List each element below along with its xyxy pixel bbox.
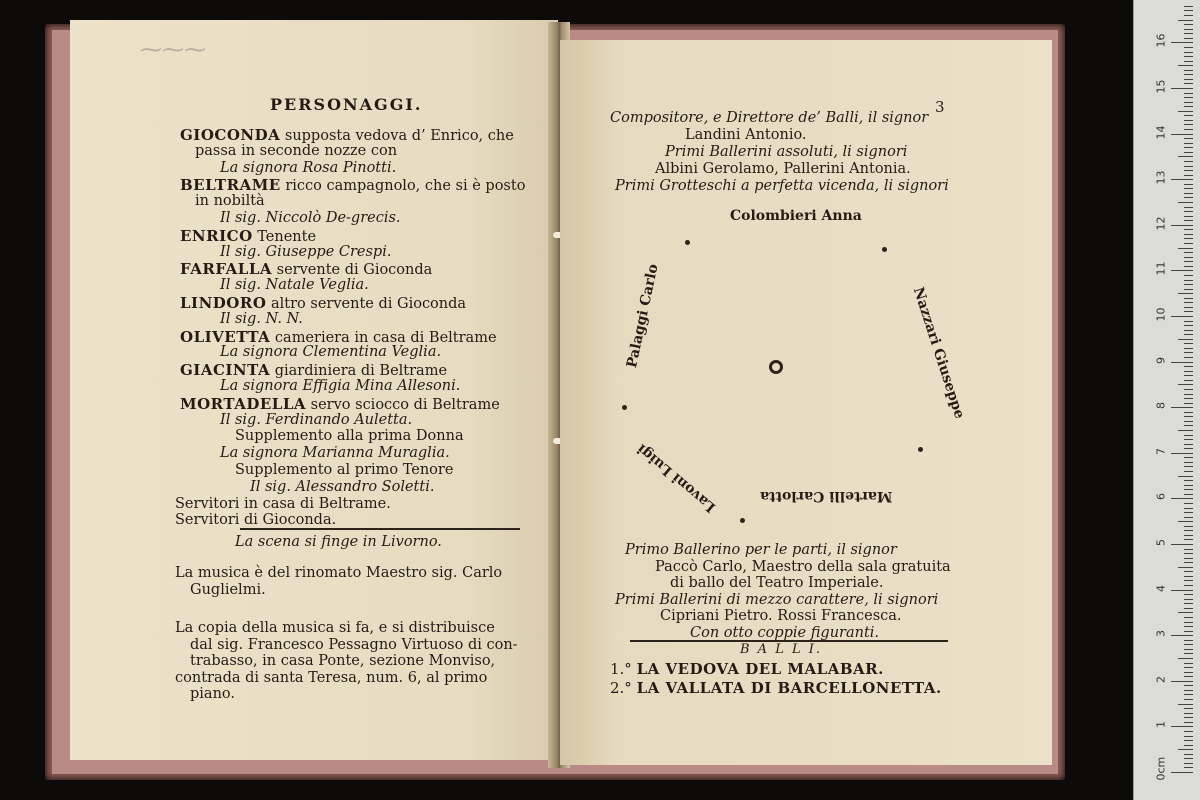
actor-name: Il sig. Ferdinando Auletta. xyxy=(220,411,413,428)
ruler-tick xyxy=(1184,120,1193,121)
ruler-tick xyxy=(1184,6,1193,7)
ruler-tick xyxy=(1184,425,1193,426)
music-line-1: La musica è del rinomato Maestro sig. Carlo xyxy=(175,565,503,581)
ruler-tick xyxy=(1184,690,1193,691)
divider xyxy=(240,528,520,530)
ruler-tick xyxy=(1184,147,1193,148)
ruler-tick xyxy=(1178,658,1193,659)
ruler-tick xyxy=(1184,175,1193,176)
ruler-tick xyxy=(1184,585,1193,586)
ballo-entry xyxy=(610,679,942,697)
page-heading: PERSONAGGI. xyxy=(270,95,423,114)
ruler-tick xyxy=(1178,476,1193,477)
ruler-tick xyxy=(1184,603,1193,604)
ruler-tick xyxy=(1184,238,1193,239)
ruler-tick xyxy=(1184,644,1193,645)
ruler-tick xyxy=(1184,298,1193,299)
ruler-tick xyxy=(1184,740,1193,741)
ruler-tick xyxy=(1171,498,1193,499)
role-description: Servitori di Gioconda. xyxy=(175,512,337,529)
ruler-label: 5 xyxy=(1154,539,1168,546)
ruler-tick xyxy=(1184,220,1193,221)
ruler-tick xyxy=(1184,284,1193,285)
ruler-tick xyxy=(1184,763,1193,764)
ruler-tick xyxy=(1184,667,1193,668)
role-description: supposta vedova d’ Enrico, che xyxy=(284,128,514,144)
ruler-tick xyxy=(1171,407,1193,408)
ruler-tick xyxy=(1184,93,1193,94)
cast-entry xyxy=(220,160,396,176)
ruler-tick xyxy=(1184,70,1193,71)
ruler-tick xyxy=(1184,736,1193,737)
ruler-tick xyxy=(1184,161,1193,162)
ruler-label: 14 xyxy=(1154,125,1168,140)
actor-name: La signora Clementina Veglia. xyxy=(220,344,442,361)
cast-entry xyxy=(180,176,525,194)
ruler-tick xyxy=(1184,380,1193,381)
ruler-tick xyxy=(1184,47,1193,48)
copy-line: contrada di santa Teresa, num. 6, al primo xyxy=(175,669,488,686)
cast-entry xyxy=(180,126,514,144)
ruler-tick xyxy=(1184,731,1193,732)
ruler-label: 0cm xyxy=(1154,756,1168,781)
ruler-tick xyxy=(1184,462,1193,463)
dancer-line: Paccò Carlo, Maestro della sala gratuita xyxy=(655,558,951,575)
ruler-tick xyxy=(1184,207,1193,208)
ruler-label: 3 xyxy=(1154,630,1168,638)
ruler-tick xyxy=(1184,767,1193,768)
ruler-tick xyxy=(1178,156,1193,157)
ruler-tick xyxy=(1184,52,1193,53)
ruler-tick xyxy=(1184,193,1193,194)
ruler-tick xyxy=(1184,252,1193,253)
cast-entry xyxy=(220,445,450,461)
role-description: Servitori in casa di Beltrame. xyxy=(175,495,391,512)
circle-name-top: Colombieri Anna xyxy=(730,208,862,224)
ruler-tick xyxy=(1178,704,1193,705)
cast-entry xyxy=(220,378,460,394)
role-name: LINDORO xyxy=(180,294,267,312)
ruler-tick xyxy=(1184,398,1193,399)
ruler-tick xyxy=(1184,457,1193,458)
ruler-tick xyxy=(1184,631,1193,632)
credit-line: Primi Grotteschi a perfetta vicenda, li signori xyxy=(615,178,949,194)
ruler-label: 13 xyxy=(1154,170,1168,185)
ruler-tick xyxy=(1184,708,1193,709)
music-line-2: Guglielmi. xyxy=(190,582,266,598)
role-name: ENRICO xyxy=(180,226,253,245)
ruler-tick xyxy=(1184,366,1193,367)
cast-entry xyxy=(180,361,447,379)
dancer-line: Primi Ballerini di mezzo carattere, li signori xyxy=(615,591,939,608)
ruler-tick xyxy=(1184,489,1193,490)
role-description: Tenente xyxy=(257,228,317,245)
measuring-ruler xyxy=(1133,0,1200,800)
circle-dot xyxy=(622,405,627,410)
ruler-tick xyxy=(1178,612,1193,613)
credit-line: Compositore, e Direttore de’ Balli, il signor xyxy=(610,110,929,126)
copy-line: piano. xyxy=(190,686,235,702)
ruler-tick xyxy=(1184,275,1193,276)
ruler-tick xyxy=(1184,229,1193,230)
credit-line: Landini Antonio. xyxy=(685,127,807,143)
ruler-tick xyxy=(1184,348,1193,349)
ruler-tick xyxy=(1171,681,1193,682)
ruler-tick xyxy=(1184,97,1193,98)
ruler-tick xyxy=(1184,10,1193,11)
ruler-tick xyxy=(1184,466,1193,467)
ruler-tick xyxy=(1184,580,1193,581)
circle-name-right: Nazzari Giuseppe xyxy=(909,285,968,421)
ruler-label: 4 xyxy=(1154,584,1168,592)
ruler-tick xyxy=(1184,553,1193,554)
ruler-label: 8 xyxy=(1154,402,1168,410)
copy-line: dal sig. Francesco Pessagno Virtuoso di con- xyxy=(190,636,518,653)
ruler-tick xyxy=(1184,530,1193,531)
ruler-label: 1 xyxy=(1154,721,1168,729)
dancer-line: Primo Ballerino per le parti, il signor xyxy=(625,542,897,558)
ruler-tick xyxy=(1184,494,1193,495)
pencil-mark: ⁓⁓⁓ xyxy=(140,38,206,63)
role-name: GIACINTA xyxy=(180,361,271,380)
actor-name: La signora Rosa Pinotti. xyxy=(220,159,397,176)
ruler-tick xyxy=(1184,571,1193,572)
ruler-tick xyxy=(1171,225,1193,226)
ruler-tick xyxy=(1184,685,1193,686)
left-page xyxy=(70,20,558,760)
ruler-tick xyxy=(1184,61,1193,62)
ruler-tick xyxy=(1171,590,1193,591)
cast-entry xyxy=(195,193,265,209)
cast-entry xyxy=(180,260,432,278)
ruler-tick xyxy=(1184,435,1193,436)
role-name: FARFALLA xyxy=(180,260,273,279)
ruler-label: 12 xyxy=(1154,216,1168,231)
cast-entry xyxy=(220,277,369,293)
ruler-tick xyxy=(1171,772,1193,773)
copy-line: La copia della musica si fa, e si distribuisce xyxy=(175,620,495,636)
circle-dot xyxy=(918,447,923,452)
dancer-line: Con otto coppie figuranti. xyxy=(690,624,880,641)
ruler-tick xyxy=(1184,517,1193,518)
ruler-tick xyxy=(1184,626,1193,627)
credit-line: Albini Gerolamo, Pallerini Antonia. xyxy=(655,161,911,177)
ruler-tick xyxy=(1184,512,1193,513)
ruler-tick xyxy=(1184,115,1193,116)
ruler-tick xyxy=(1171,544,1193,545)
ballo-entry xyxy=(610,660,884,678)
ruler-tick xyxy=(1178,202,1193,203)
ruler-tick xyxy=(1184,325,1193,326)
ruler-tick xyxy=(1184,106,1193,107)
role-description: altro servente di Gioconda xyxy=(271,296,467,312)
ruler-tick xyxy=(1184,745,1193,746)
balli-heading: B A L L I. xyxy=(740,642,823,657)
ruler-tick xyxy=(1184,694,1193,695)
actor-name: Il sig. Alessandro Soletti. xyxy=(250,478,435,495)
ruler-tick xyxy=(1184,558,1193,559)
cast-entry xyxy=(220,412,412,428)
ruler-tick xyxy=(1184,152,1193,153)
ruler-tick xyxy=(1184,371,1193,372)
ruler-tick xyxy=(1184,138,1193,139)
ruler-tick xyxy=(1178,111,1193,112)
cast-entry xyxy=(180,227,316,245)
ruler-tick xyxy=(1184,754,1193,755)
circle-name-lower-left: Lavoni Luigi xyxy=(634,440,719,516)
ruler-tick xyxy=(1184,713,1193,714)
ruler-tick xyxy=(1184,412,1193,413)
cast-entry xyxy=(235,428,464,444)
role-description: Supplemento alla prima Donna xyxy=(235,428,464,445)
circle-dot xyxy=(685,240,690,245)
ruler-tick xyxy=(1184,24,1193,25)
scene-line: La scena si finge in Livorno. xyxy=(235,534,442,550)
role-name: GIOCONDA xyxy=(180,126,281,144)
copy-line: trabasso, in casa Ponte, sezione Monviso, xyxy=(190,653,496,669)
ruler-tick xyxy=(1184,188,1193,189)
ruler-tick xyxy=(1184,166,1193,167)
actor-name: La signora Effigia Mina Allesoni. xyxy=(220,378,461,394)
ruler-tick xyxy=(1184,722,1193,723)
ruler-label: 11 xyxy=(1154,261,1168,276)
ruler-tick xyxy=(1178,248,1193,249)
ruler-tick xyxy=(1184,280,1193,281)
role-description: servente di Gioconda xyxy=(276,262,433,279)
ruler-tick xyxy=(1184,124,1193,125)
ruler-tick xyxy=(1184,653,1193,654)
ruler-tick xyxy=(1171,726,1193,727)
ruler-tick xyxy=(1184,330,1193,331)
ruler-tick xyxy=(1171,42,1193,43)
cast-entry xyxy=(180,328,497,346)
ruler-tick xyxy=(1184,261,1193,262)
role-name: OLIVETTA xyxy=(180,327,271,346)
ruler-tick xyxy=(1184,83,1193,84)
ruler-tick xyxy=(1184,699,1193,700)
ruler-tick xyxy=(1184,676,1193,677)
cast-entry xyxy=(220,311,303,327)
ruler-label: 15 xyxy=(1154,79,1168,94)
cast-entry xyxy=(180,395,500,413)
role-description: ricco campagnolo, che si è posto xyxy=(285,178,526,195)
ruler-tick xyxy=(1184,234,1193,235)
ballo-number: 2.° xyxy=(610,679,637,697)
ruler-tick xyxy=(1184,421,1193,422)
ruler-tick xyxy=(1184,608,1193,609)
ruler-tick xyxy=(1171,179,1193,180)
ruler-tick xyxy=(1184,102,1193,103)
ruler-tick xyxy=(1184,649,1193,650)
ruler-label: 10 xyxy=(1154,307,1168,322)
ruler-tick xyxy=(1184,56,1193,57)
ruler-tick xyxy=(1184,599,1193,600)
ruler-tick xyxy=(1184,334,1193,335)
ruler-tick xyxy=(1178,20,1193,21)
ruler-tick xyxy=(1184,38,1193,39)
cast-entry xyxy=(175,512,336,528)
ruler-tick xyxy=(1171,453,1193,454)
ruler-tick xyxy=(1184,211,1193,212)
role-description: giardiniera di Beltrame xyxy=(274,363,448,380)
ruler-tick xyxy=(1184,302,1193,303)
ruler-tick xyxy=(1171,134,1193,135)
ruler-tick xyxy=(1184,321,1193,322)
ruler-label: 6 xyxy=(1154,493,1168,501)
ruler-tick xyxy=(1178,521,1193,522)
role-description: cameriera in casa di Beltrame xyxy=(274,329,497,346)
ruler-tick xyxy=(1184,539,1193,540)
ruler-tick xyxy=(1184,266,1193,267)
actor-name: Il sig. Natale Veglia. xyxy=(220,277,369,294)
role-name: BELTRAME xyxy=(180,176,281,195)
role-name: MORTADELLA xyxy=(180,394,307,413)
ruler-tick xyxy=(1184,471,1193,472)
ruler-tick xyxy=(1184,672,1193,673)
circle-dot xyxy=(740,518,745,523)
ruler-tick xyxy=(1184,503,1193,504)
ruler-tick xyxy=(1178,65,1193,66)
role-description: in nobiltà xyxy=(195,193,265,210)
ruler-tick xyxy=(1184,416,1193,417)
ruler-tick xyxy=(1171,270,1193,271)
cast-entry xyxy=(195,143,397,159)
actor-name: La signora Marianna Muraglia. xyxy=(220,445,450,462)
ruler-tick xyxy=(1184,29,1193,30)
ballo-title: LA VALLATA DI BARCELLONETTA. xyxy=(636,679,942,697)
ruler-tick xyxy=(1184,448,1193,449)
ruler-tick xyxy=(1184,216,1193,217)
ruler-tick xyxy=(1184,622,1193,623)
ruler-tick xyxy=(1178,293,1193,294)
ruler-tick xyxy=(1184,403,1193,404)
ruler-tick xyxy=(1184,343,1193,344)
ruler-tick xyxy=(1178,430,1193,431)
ruler-tick xyxy=(1184,289,1193,290)
ruler-tick xyxy=(1184,617,1193,618)
ruler-tick xyxy=(1184,257,1193,258)
cast-entry xyxy=(220,210,401,226)
role-description: Supplemento al primo Tenore xyxy=(235,462,454,478)
ruler-tick xyxy=(1184,357,1193,358)
ruler-tick xyxy=(1184,375,1193,376)
ruler-tick xyxy=(1171,88,1193,89)
ruler-tick xyxy=(1184,444,1193,445)
ruler-tick xyxy=(1184,197,1193,198)
ornament-icon xyxy=(769,360,783,374)
role-description: passa in seconde nozze con xyxy=(195,142,398,159)
ruler-label: 2 xyxy=(1154,675,1168,683)
ruler-tick xyxy=(1184,170,1193,171)
ruler-tick xyxy=(1184,79,1193,80)
actor-name: Il sig. N. N. xyxy=(220,310,303,327)
ruler-tick xyxy=(1184,526,1193,527)
ruler-tick xyxy=(1184,485,1193,486)
ruler-tick xyxy=(1178,749,1193,750)
dancer-line: Cipriani Pietro. Rossi Francesca. xyxy=(660,608,902,624)
ruler-label: 9 xyxy=(1154,356,1168,364)
circle-dot xyxy=(882,247,887,252)
ballo-number: 1.° xyxy=(610,660,637,678)
ruler-tick xyxy=(1184,758,1193,759)
ruler-tick xyxy=(1184,439,1193,440)
cast-entry xyxy=(180,294,466,312)
ruler-tick xyxy=(1184,394,1193,395)
ruler-tick xyxy=(1178,384,1193,385)
ruler-tick xyxy=(1184,243,1193,244)
ruler-tick xyxy=(1184,535,1193,536)
ballo-title: LA VEDOVA DEL MALABAR. xyxy=(636,660,884,678)
ruler-tick xyxy=(1184,562,1193,563)
circle-name-left: Palaggi Carlo xyxy=(624,262,662,370)
credit-line: Primi Ballerini assoluti, li signori xyxy=(665,144,908,160)
cast-entry xyxy=(220,244,391,260)
ruler-tick xyxy=(1184,594,1193,595)
ruler-tick xyxy=(1184,352,1193,353)
ruler-tick xyxy=(1171,635,1193,636)
ruler-label: 7 xyxy=(1154,447,1168,455)
dancer-line: di ballo del Teatro Imperiale. xyxy=(670,575,884,591)
ruler-tick xyxy=(1184,143,1193,144)
ruler-tick xyxy=(1184,33,1193,34)
ruler-tick xyxy=(1184,508,1193,509)
cast-entry xyxy=(250,479,434,495)
ruler-tick xyxy=(1184,311,1193,312)
ruler-tick xyxy=(1184,480,1193,481)
cast-entry xyxy=(175,496,391,512)
actor-name: Il sig. Niccolò De-grecis. xyxy=(220,210,401,226)
ruler-tick xyxy=(1178,339,1193,340)
ruler-tick xyxy=(1184,184,1193,185)
page-number: 3 xyxy=(935,98,945,116)
ruler-tick xyxy=(1184,389,1193,390)
ruler-tick xyxy=(1184,640,1193,641)
ruler-tick xyxy=(1184,307,1193,308)
ruler-label: 16 xyxy=(1154,33,1168,48)
ruler-tick xyxy=(1184,74,1193,75)
ruler-tick xyxy=(1178,567,1193,568)
ruler-tick xyxy=(1171,362,1193,363)
ruler-tick xyxy=(1171,316,1193,317)
role-description: servo sciocco di Beltrame xyxy=(310,396,500,413)
cast-entry xyxy=(220,344,441,360)
ruler-tick xyxy=(1184,663,1193,664)
actor-name: Il sig. Giuseppe Crespi. xyxy=(220,243,392,260)
ruler-tick xyxy=(1184,15,1193,16)
circle-name-bottom: Martelli Carlotta xyxy=(760,488,893,504)
cast-entry xyxy=(235,462,453,478)
right-page xyxy=(560,40,1052,765)
ruler-tick xyxy=(1184,129,1193,130)
ruler-tick xyxy=(1184,717,1193,718)
ruler-tick xyxy=(1184,576,1193,577)
ruler-tick xyxy=(1184,549,1193,550)
